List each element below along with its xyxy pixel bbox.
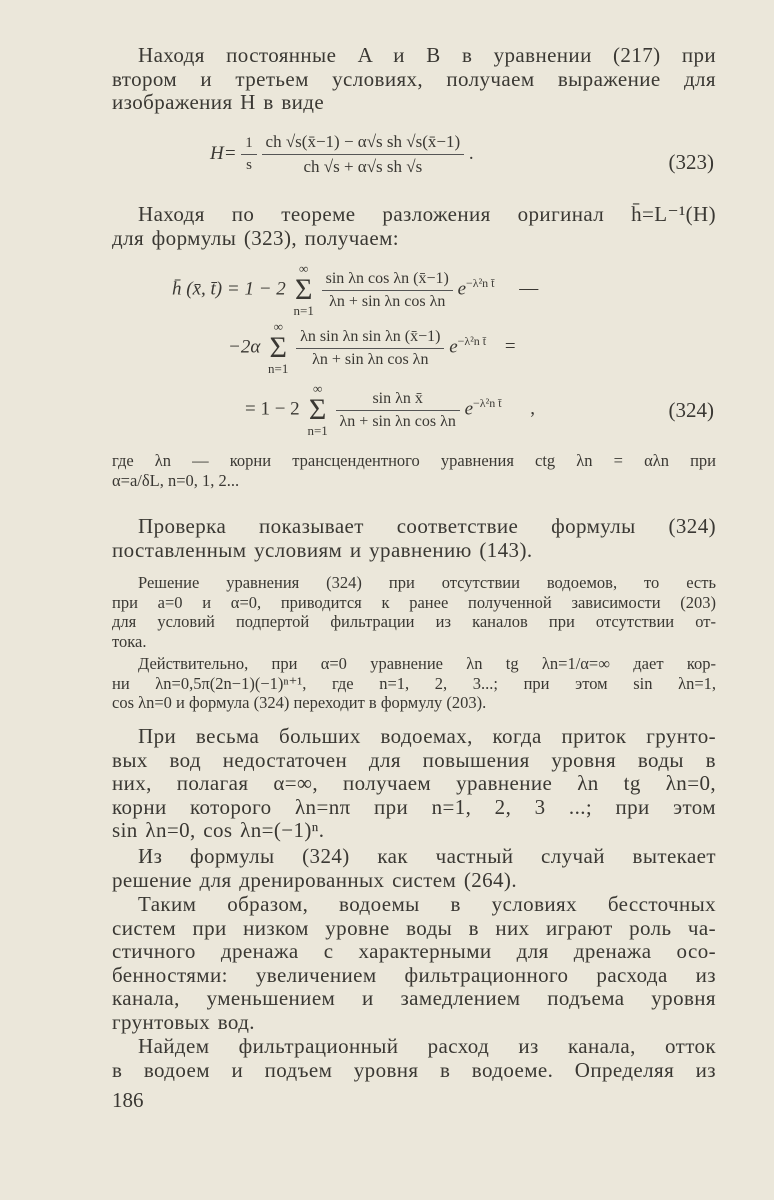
paragraph-expansion <box>112 203 716 250</box>
text-line: Таким образом, водоемы в условиях бессточных <box>138 892 716 916</box>
formula-lhs: h̄ (x̄, t̄) = 1 − 2 <box>172 278 286 300</box>
page-number: 186 <box>112 1088 144 1112</box>
paragraph-conclusion <box>112 893 716 1035</box>
formula-323 <box>210 132 474 177</box>
text-line: ни λn=0,5π(2n−1)(−1)ⁿ⁺¹, где n=1, 2, 3...; при этом sin λn=1, <box>112 673 716 693</box>
text-line: sin λn=0, cos λn=(−1)ⁿ. <box>112 818 325 843</box>
text-line: Действительно, при α=0 уравнение λn tg λn=1/α=∞ дает кор- <box>138 654 716 673</box>
paragraph-special-case <box>112 845 716 892</box>
text-line: решение для дренированных систем (264). <box>112 867 517 892</box>
frac-den: s <box>246 157 252 173</box>
frac-den: ch √s + α√s sh √s <box>303 157 423 176</box>
text-line: вых вод недостаточен для повышения уровня воды в <box>112 747 716 772</box>
text-line: канала, уменьшением и замедлением подъема уровня <box>112 986 716 1011</box>
formula-lhs: = 1 − 2 <box>245 398 300 420</box>
frac-num: sin λn cos λn (x̄−1) <box>322 270 453 291</box>
exp-base: e <box>457 278 466 300</box>
text-line: них, полагая α=∞, получаем уравнение λn tg λn=0, <box>112 771 716 796</box>
text-line: cos λn=0 и формула (324) переходит в формулу (203). <box>112 693 487 712</box>
frac-den: λn + sin λn cos λn <box>339 412 456 430</box>
text-line: для формулы (323), получаем: <box>112 225 400 250</box>
text-line: поставленным условиям и уравнению (143). <box>112 537 533 562</box>
sum-top: ∞ <box>273 319 283 334</box>
small-paragraph-solution <box>112 573 716 651</box>
formula-end: — <box>519 278 539 300</box>
sum-bottom: n=1 <box>268 361 289 376</box>
sum-sign: Σ <box>269 331 287 364</box>
equation-number: (324) <box>668 398 714 422</box>
sum-bottom: n=1 <box>307 423 328 438</box>
frac-num: ch √s(x̄−1) − α√s sh √s(x̄−1) <box>262 132 465 155</box>
text-line: стичного дренажа с характерными для дренажа осо- <box>112 939 716 964</box>
formula-324-line1 <box>172 262 538 318</box>
text-line: Решение уравнения (324) при отсутствии водоемов, то есть <box>138 573 716 592</box>
paragraph-large-reservoirs <box>112 725 716 843</box>
exponent: −λ²n t̄ <box>466 276 495 291</box>
formula-324-line3 <box>245 382 535 438</box>
formula-lhs: −2α <box>228 336 261 358</box>
exponent: −λ²n t̄ <box>473 396 502 411</box>
formula-lhs: H= <box>210 142 237 164</box>
text-line: Из формулы (324) как частный случай вытекает <box>138 844 716 868</box>
frac-den: λn + sin λn cos λn <box>312 350 429 368</box>
exp-base: e <box>464 398 474 420</box>
text-line: втором и третьем условиях, получаем выражение для <box>112 66 716 91</box>
paragraph-flow-rate <box>112 1035 716 1082</box>
text-line: Находя по теореме разложения оригинал h̄=L⁻¹(H) <box>138 202 716 226</box>
exp-base: e <box>449 336 458 358</box>
formula-324-line2 <box>228 320 516 376</box>
formula-end: , <box>530 398 536 420</box>
text-line: грунтовых вод. <box>112 1009 255 1034</box>
sum-sign: Σ <box>294 273 313 306</box>
text-line: систем при низком уровне воды в них играют роль ча- <box>112 915 716 940</box>
paragraph-constants <box>112 44 716 115</box>
formula-end: = <box>504 336 516 358</box>
frac-num: 1 <box>241 135 257 155</box>
text-line: тока. <box>112 631 147 651</box>
sum-top: ∞ <box>312 381 323 396</box>
text-line: в водоем и подъем уровня в водоеме. Определяя из <box>112 1057 716 1082</box>
paragraph-check <box>112 515 716 562</box>
text-line: бенностями: увеличением фильтрационного расхода из <box>112 962 716 987</box>
text-line: При весьма больших водоемах, когда приток грунто- <box>138 724 716 748</box>
frac-num: sin λn x̄ <box>336 390 460 411</box>
small-paragraph-indeed <box>112 654 716 713</box>
frac-num: λn sin λn sin λn (x̄−1) <box>296 328 444 349</box>
text-line: при a=0 и α=0, приводится к ранее полученной зависимости (203) <box>112 592 716 612</box>
sum-top: ∞ <box>299 261 309 276</box>
text-line: где λn — корни трансцендентного уравнения ctg λn = αλn при <box>112 451 716 470</box>
text-line: для условий подпертой фильтрации из каналов при отсутствии от- <box>112 612 716 631</box>
where-clause <box>112 451 716 490</box>
equation-number: (323) <box>668 150 714 174</box>
exponent: −λ²n t̄ <box>457 334 487 349</box>
formula-tail: . <box>468 142 474 164</box>
text-line: Найдем фильтрационный расход из канала, отток <box>138 1034 716 1058</box>
frac-den: λn + sin λn cos λn <box>329 292 446 310</box>
text-line: изображения H в виде <box>112 90 325 115</box>
text-line: Находя постоянные A и B в уравнении (217) при <box>138 43 716 67</box>
sum-sign: Σ <box>308 393 327 426</box>
text-line: α=a/δL, n=0, 1, 2... <box>112 470 240 490</box>
text-line: корни которого λn=nπ при n=1, 2, 3 ...; при этом <box>112 794 716 819</box>
sum-bottom: n=1 <box>293 303 314 318</box>
text-line: Проверка показывает соответствие формулы (324) <box>138 514 716 538</box>
